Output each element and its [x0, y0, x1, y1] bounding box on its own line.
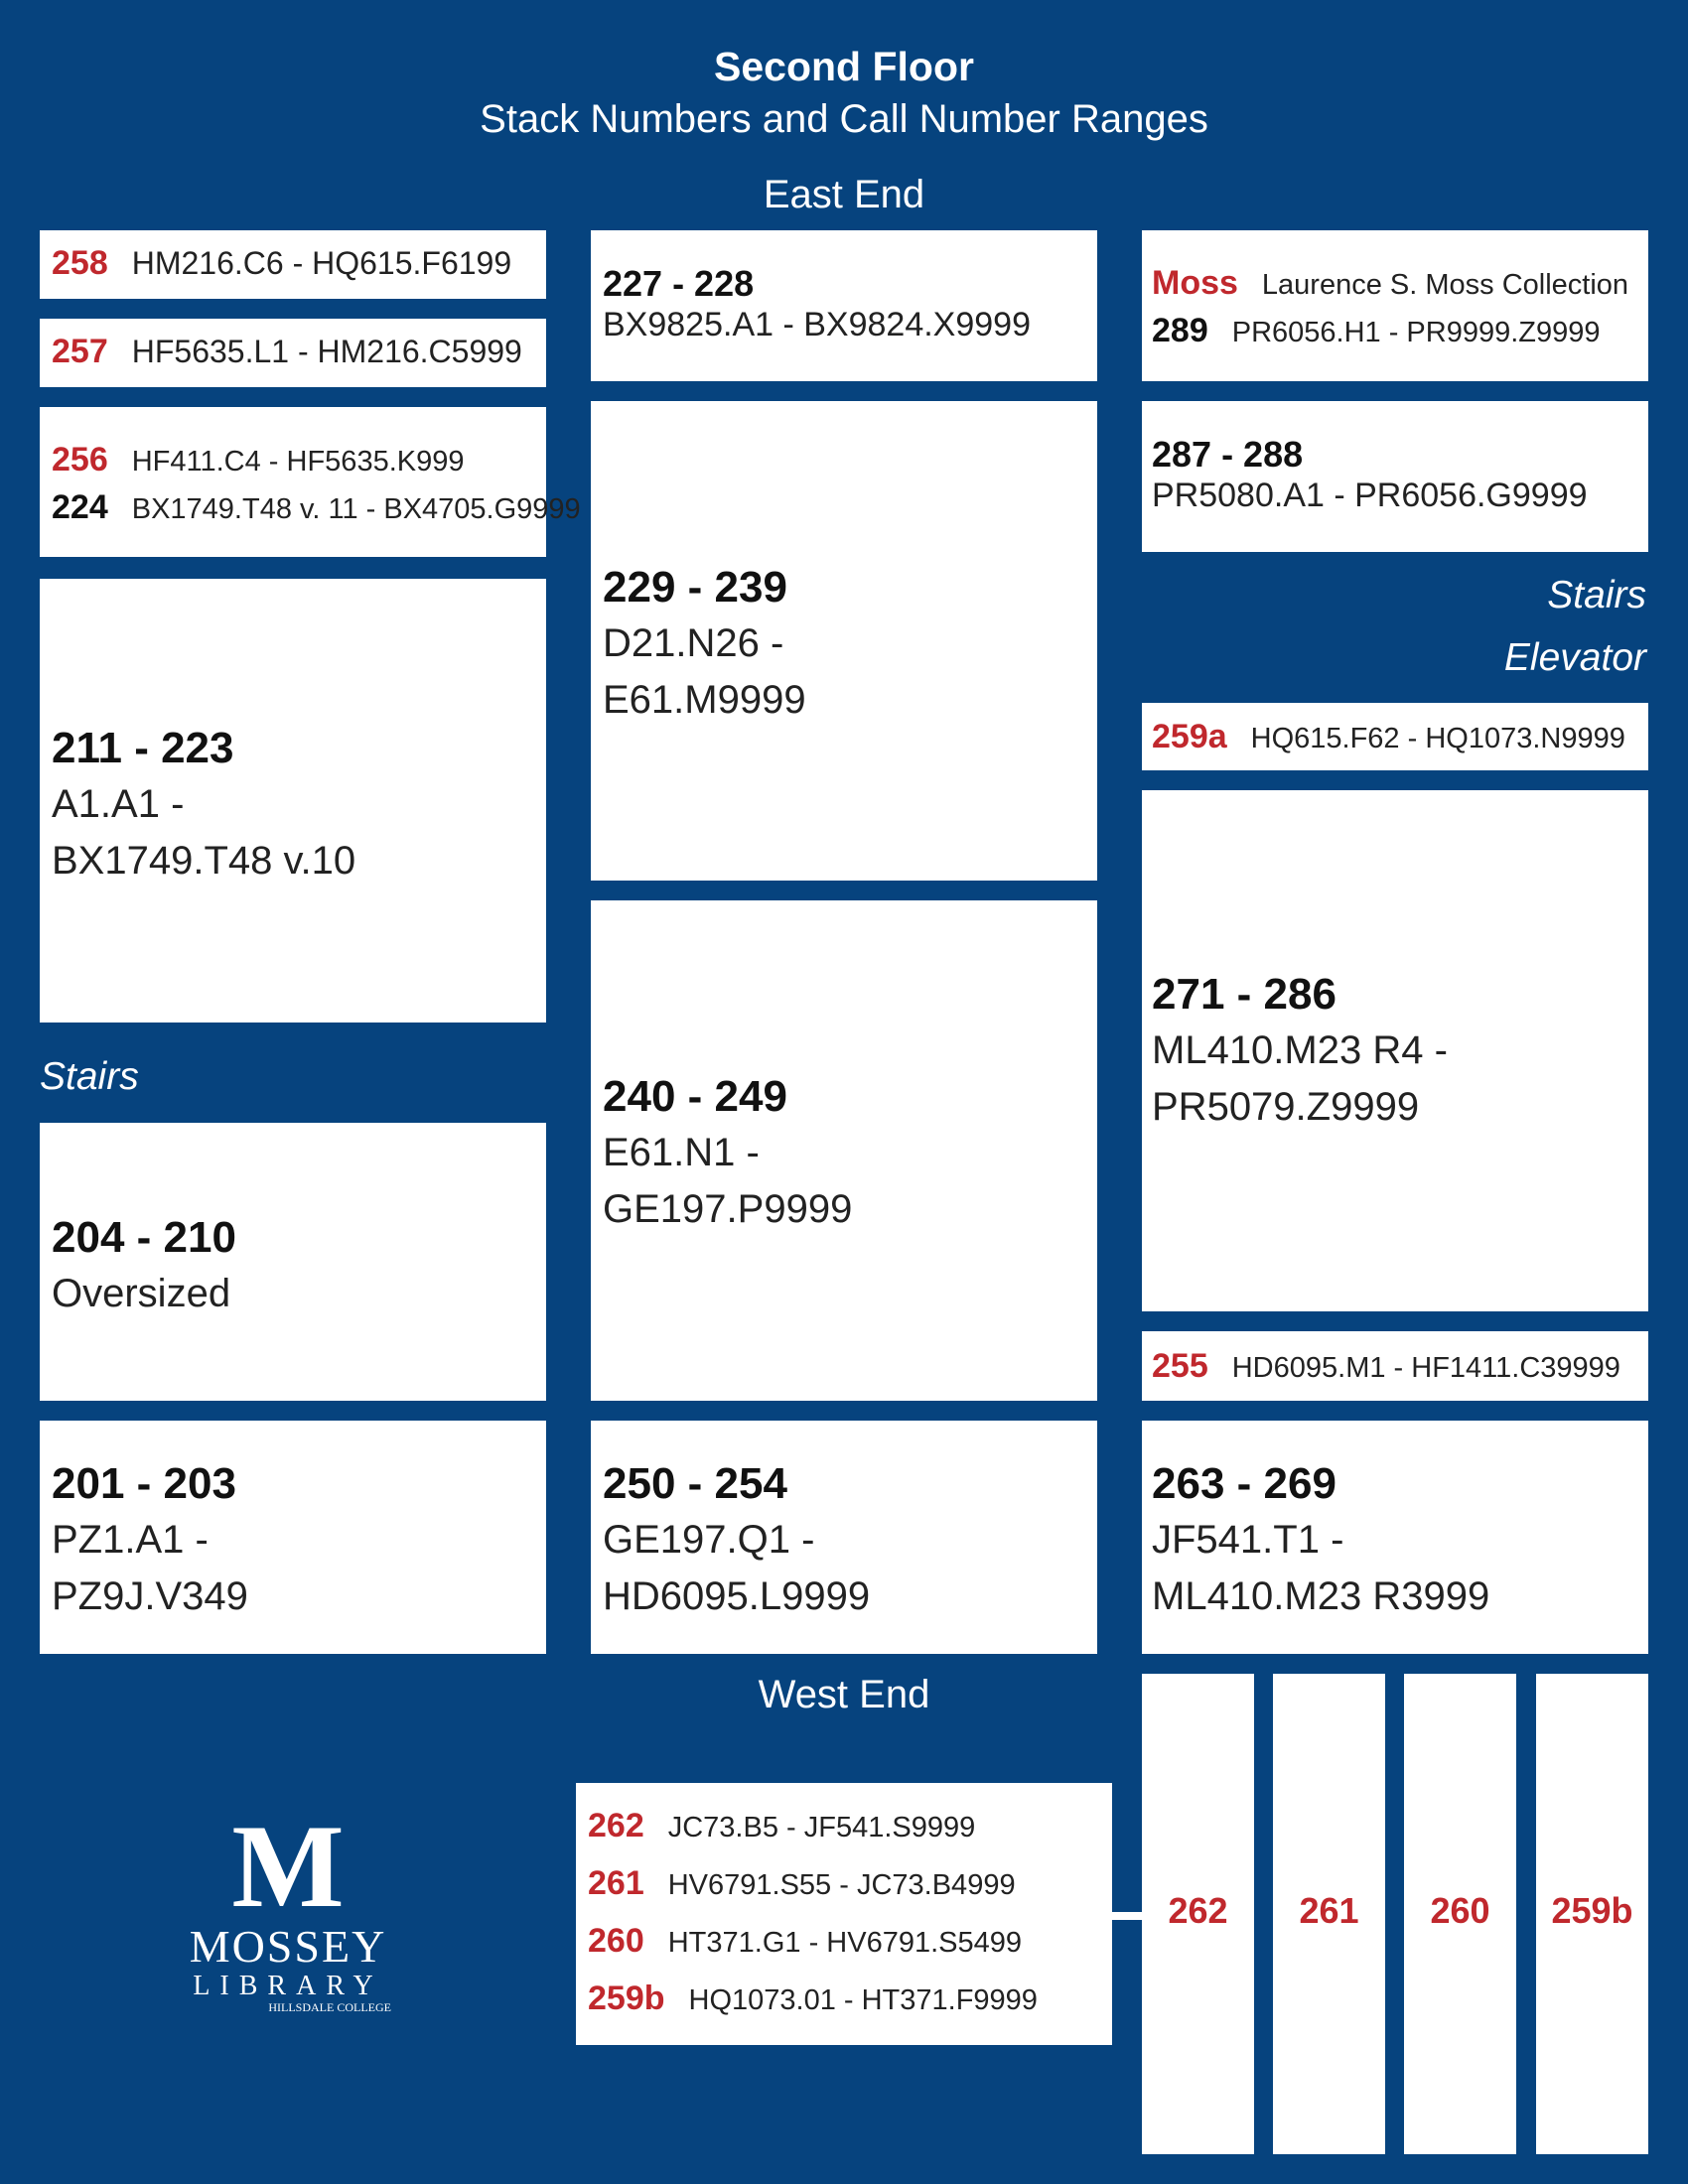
stack-number: 201 - 203: [52, 1459, 236, 1508]
stack-column-261[interactable]: [1273, 1674, 1385, 2154]
stack-box-263-269[interactable]: [1142, 1421, 1648, 1654]
west-end-label: West End: [758, 1673, 930, 1716]
elevator-label: Elevator: [1503, 636, 1646, 679]
call-range-end: PR5079.Z9999: [1152, 1085, 1420, 1129]
call-range: HD6095.M1 - HF1411.C39999: [1231, 1352, 1620, 1384]
call-range: HF411.C4 - HF5635.K999: [131, 446, 465, 478]
logo-college: HILLSDALE COLLEGE: [268, 2000, 391, 2014]
stack-column-262[interactable]: [1142, 1674, 1254, 2154]
legend-row: [588, 1922, 1022, 1961]
legend-row: [588, 1979, 1038, 2018]
stairs-label-left: Stairs: [40, 1055, 139, 1098]
call-range-start: D21.N26 -: [603, 621, 784, 665]
stack-number: 271 - 286: [1152, 970, 1336, 1019]
stack-number: 211 - 223: [52, 724, 234, 772]
call-range: HV6791.S55 - JC73.B4999: [667, 1869, 1016, 1901]
legend-row: [588, 1807, 975, 1845]
stack-box-259a[interactable]: [1142, 703, 1648, 770]
call-range-end: GE197.P9999: [603, 1187, 853, 1231]
call-range: PR5080.A1 - PR6056.G9999: [1152, 477, 1588, 514]
stack-number: 260: [1430, 1890, 1490, 1931]
stack-box-256-224[interactable]: [40, 407, 581, 557]
stack-box-201-203[interactable]: [40, 1421, 546, 1654]
stack-number: 260: [588, 1922, 644, 1960]
stack-box-255[interactable]: [1142, 1331, 1648, 1401]
stack-number: 262: [588, 1807, 644, 1844]
stack-box-257[interactable]: [40, 319, 546, 387]
call-range-end: HD6095.L9999: [603, 1574, 871, 1618]
page-title: Second Floor: [714, 44, 974, 89]
call-range: JC73.B5 - JF541.S9999: [667, 1812, 976, 1843]
call-range: BX1749.T48 v. 11 - BX4705.G9999: [131, 493, 581, 525]
call-range-end: PZ9J.V349: [52, 1574, 248, 1618]
stack-number: 227 - 228: [603, 263, 755, 304]
call-range: HT371.G1 - HV6791.S5499: [667, 1927, 1023, 1959]
call-range-start: E61.N1 -: [603, 1131, 760, 1174]
logo-name: MOSSEY: [189, 1921, 387, 1972]
call-range-start: ML410.M23 R4 -: [1152, 1028, 1448, 1072]
mossey-library-logo: [179, 1800, 397, 2015]
stack-number: 240 - 249: [603, 1072, 787, 1121]
call-range-end: E61.M9999: [603, 678, 806, 722]
stack-box-229-239[interactable]: [591, 401, 1097, 881]
call-range: HQ615.F62 - HQ1073.N9999: [1250, 723, 1625, 754]
stack-number: 255: [1152, 1347, 1208, 1385]
call-range-end: BX1749.T48 v.10: [52, 839, 356, 883]
stack-box-240-249[interactable]: [591, 900, 1097, 1401]
stack-number: 259a: [1152, 718, 1227, 755]
stack-number: 259b: [1551, 1890, 1633, 1931]
call-range-start: JF541.T1 -: [1152, 1518, 1344, 1562]
legend-row: [588, 1864, 1016, 1903]
moss-label: Moss: [1152, 264, 1238, 302]
stairs-label-right: Stairs: [1547, 574, 1646, 616]
stack-number: 262: [1168, 1890, 1228, 1931]
stack-number: 229 - 239: [603, 563, 787, 612]
call-range: HF5635.L1 - HM216.C5999: [131, 334, 522, 369]
stack-box-271-286[interactable]: [1142, 790, 1648, 1311]
stack-box-211-223[interactable]: [40, 579, 546, 1023]
call-range-start: PZ1.A1 -: [52, 1518, 209, 1562]
call-range-start: A1.A1 -: [52, 782, 185, 826]
stack-number: 289: [1152, 312, 1208, 349]
stack-number: 261: [588, 1864, 644, 1902]
call-range: PR6056.H1 - PR9999.Z9999: [1231, 317, 1601, 348]
call-range-start: GE197.Q1 -: [603, 1518, 815, 1562]
east-end-label: East End: [763, 173, 925, 216]
call-range-end: ML410.M23 R3999: [1152, 1574, 1490, 1618]
stack-number: 257: [52, 333, 108, 370]
call-range: Oversized: [52, 1272, 231, 1315]
west-end-legend: [576, 1783, 1112, 2045]
stack-number: 287 - 288: [1152, 434, 1304, 475]
stack-number: 250 - 254: [603, 1459, 787, 1508]
logo-mark-icon: M: [231, 1800, 345, 1932]
stack-number: 259b: [588, 1979, 665, 2017]
stack-box-227-228[interactable]: [591, 230, 1097, 381]
stack-number: 204 - 210: [52, 1213, 236, 1262]
stack-number: 224: [52, 488, 108, 526]
stack-column-260[interactable]: [1404, 1674, 1516, 2154]
stack-box-287-288[interactable]: [1142, 401, 1648, 552]
logo-sub: LIBRARY: [193, 1971, 383, 2001]
collection-name: Laurence S. Moss Collection: [1261, 269, 1629, 301]
stack-column-259b[interactable]: [1536, 1674, 1648, 2154]
stack-number: 258: [52, 244, 108, 282]
call-range: BX9825.A1 - BX9824.X9999: [603, 306, 1031, 343]
call-range: HM216.C6 - HQ615.F6199: [131, 245, 512, 281]
page-subtitle: Stack Numbers and Call Number Ranges: [480, 97, 1208, 141]
stack-box-250-254[interactable]: [591, 1421, 1097, 1654]
stack-box-258[interactable]: [40, 230, 546, 299]
stack-number: 261: [1299, 1890, 1359, 1931]
stack-number: 263 - 269: [1152, 1459, 1336, 1508]
stack-box-moss-289[interactable]: [1142, 230, 1648, 381]
stack-number: 256: [52, 441, 108, 478]
call-range: HQ1073.01 - HT371.F9999: [688, 1984, 1038, 2016]
legend-connector: [1112, 1912, 1142, 1920]
stack-box-204-210[interactable]: [40, 1123, 546, 1401]
